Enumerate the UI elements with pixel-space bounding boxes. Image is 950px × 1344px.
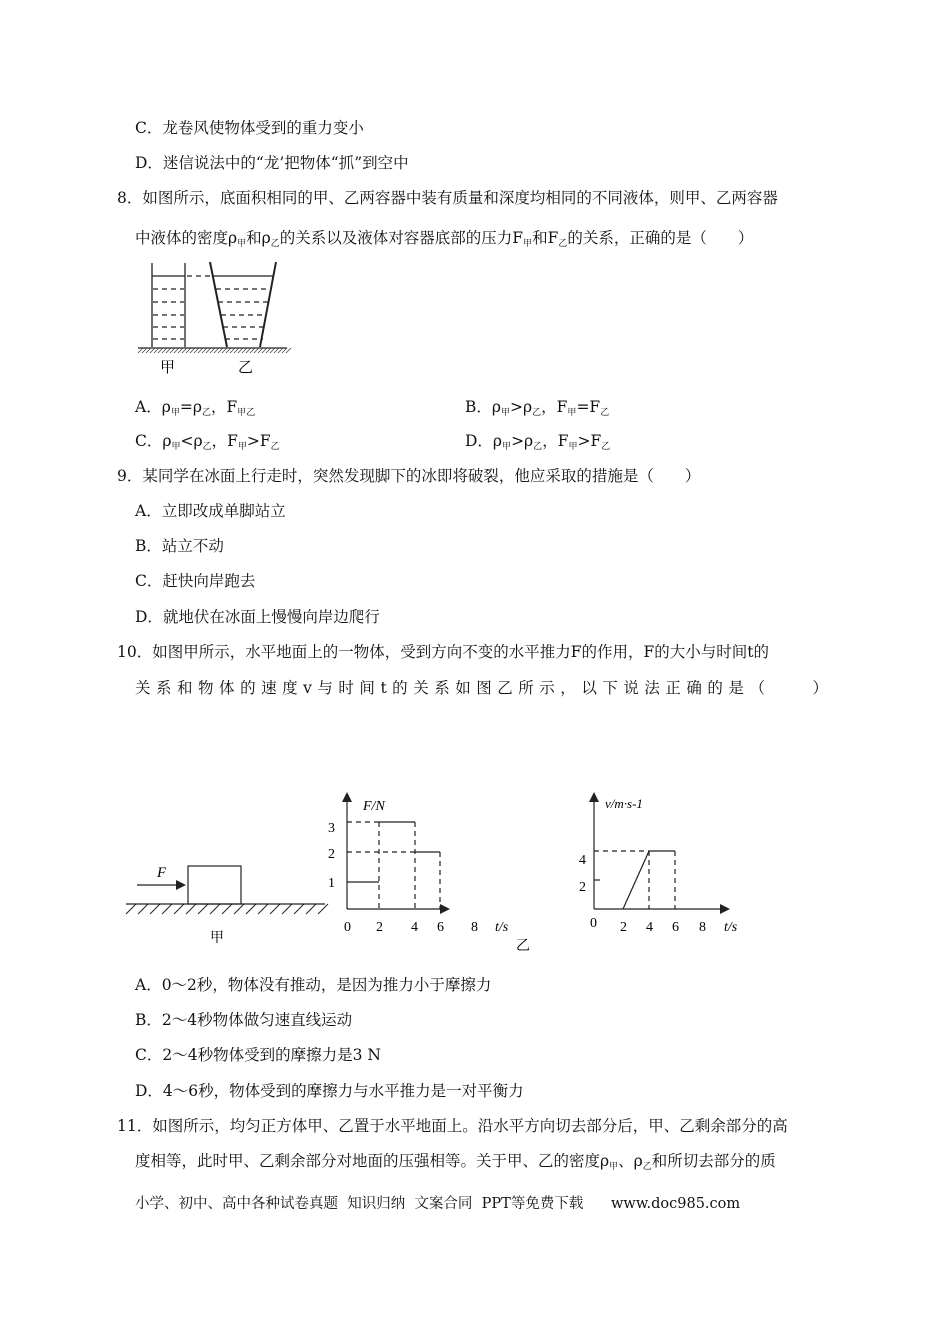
label-jia: 甲	[160, 360, 176, 376]
q8-option-d: D．ρ甲>ρ乙，F甲>F乙	[465, 432, 611, 452]
t-tick: 8	[699, 920, 706, 935]
q10-option-a: A．0～2秒，物体没有推动，是因为推力小于摩擦力	[135, 976, 492, 994]
ground-hatch	[186, 904, 196, 914]
containers-figure	[130, 255, 300, 380]
q9-stem: 9．某同学在冰面上行走时，突然发现脚下的冰即将破裂，他应采取的措施是（ ）	[117, 467, 701, 485]
label-yi: 乙	[238, 360, 254, 376]
q7-option-c: C．龙卷风使物体受到的重力变小	[135, 119, 364, 137]
t-tick: 6	[437, 920, 444, 935]
q10-option-d: D．4～6秒，物体受到的摩擦力与水平推力是一对平衡力	[135, 1082, 524, 1100]
t-tick: 4	[646, 920, 653, 935]
f-tick: 3	[328, 821, 335, 836]
ground-hatch	[162, 904, 172, 914]
ground-hatch	[246, 904, 256, 914]
q8-option-c: C．ρ甲<ρ乙，F甲>F乙	[135, 432, 280, 452]
force-label: F	[157, 865, 167, 881]
q7-option-d: D．迷信说法中的“龙’把物体“抓”到空中	[135, 154, 409, 172]
page-footer: 小学、初中、高中各种试卷真题 知识归纳 文案合同 PPT等免费下载 www.doc985.com	[135, 1196, 741, 1212]
ground-hatch	[138, 904, 148, 914]
t-axis-label: t/s	[724, 920, 738, 935]
t-tick: 2	[620, 920, 627, 935]
ground-hatch	[210, 904, 220, 914]
t-axis-label: t/s	[495, 920, 509, 935]
f-tick: 1	[328, 876, 335, 891]
ground-hatch	[150, 904, 160, 914]
q8-stem-line2: 中液体的密度ρ甲和ρ乙的关系以及液体对容器底部的压力F甲和F乙的关系，正确的是（ ）	[135, 229, 754, 249]
ground-hatch	[258, 904, 268, 914]
force-velocity-figure	[120, 780, 740, 960]
q8-option-b: B．ρ甲>ρ乙，F甲=F乙	[465, 398, 610, 418]
ground-hatch	[306, 904, 316, 914]
ground-hatch	[198, 904, 208, 914]
ground-hatch	[282, 904, 292, 914]
q10-option-b: B．2～4秒物体做匀速直线运动	[135, 1011, 353, 1029]
v-axis-label: v/m·s-1	[605, 796, 643, 811]
t-tick: 0	[590, 916, 597, 931]
q10-stem-line2: 关系和物体的速度v与时间t的关系如图乙所示，以下说法正确的是（ ）	[135, 679, 828, 697]
q11-stem-line2: 度相等，此时甲、乙剩余部分对地面的压强相等。关于甲、乙的密度ρ甲、ρ乙和所切去部分的质	[135, 1152, 776, 1172]
t-tick: 6	[672, 920, 679, 935]
t-tick: 0	[344, 920, 351, 935]
ground-hatch	[222, 904, 232, 914]
label-jia: 甲	[210, 931, 224, 946]
t-tick: 2	[376, 920, 383, 935]
q9-option-c: C．赶快向岸跑去	[135, 572, 256, 590]
ground-hatch	[174, 904, 184, 914]
label-yi: 乙	[516, 939, 530, 954]
t-tick: 4	[411, 920, 418, 935]
q9-option-b: B．站立不动	[135, 537, 224, 555]
q11-stem-line1: 11．如图所示，均匀正方体甲、乙置于水平地面上。沿水平方向切去部分后，甲、乙剩余部分的高	[117, 1117, 788, 1135]
ground-hatch	[318, 904, 328, 914]
q8-option-a: A．ρ甲=ρ乙，F甲乙	[135, 398, 256, 418]
ground-hatch	[294, 904, 304, 914]
v-tick: 2	[579, 880, 586, 895]
q9-option-a: A．立即改成单脚站立	[135, 502, 286, 520]
q10-option-c: C．2～4秒物体受到的摩擦力是3 N	[135, 1046, 381, 1064]
t-tick: 8	[471, 920, 478, 935]
ground-hatch	[270, 904, 280, 914]
f-tick: 2	[328, 847, 335, 862]
q10-stem-line1: 10．如图甲所示，水平地面上的一物体，受到方向不变的水平推力F的作用，F的大小与时间t的	[117, 643, 769, 661]
f-axis-label: F/N	[363, 799, 385, 814]
ground-hatch	[126, 904, 136, 914]
q9-option-d: D．就地伏在冰面上慢慢向岸边爬行	[135, 608, 380, 626]
v-tick: 4	[579, 853, 586, 868]
ground-hatch	[234, 904, 244, 914]
q8-stem-line1: 8．如图所示，底面积相同的甲、乙两容器中装有质量和深度均相同的不同液体，则甲、乙两容器	[117, 189, 778, 207]
